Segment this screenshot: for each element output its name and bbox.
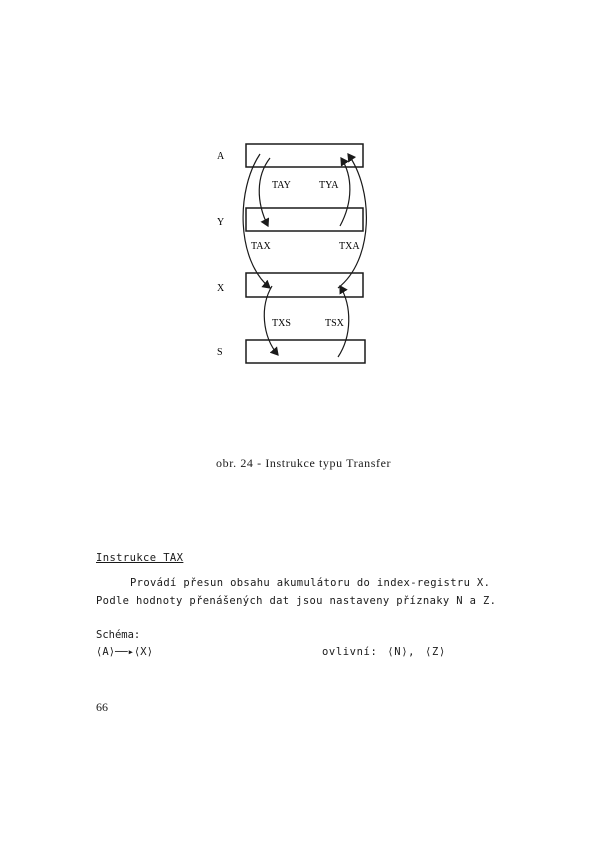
arrow-tay	[259, 158, 270, 226]
page-number: 66	[96, 700, 108, 714]
register-label-x: X	[217, 283, 225, 294]
schema-label: Schéma:	[96, 629, 141, 641]
affected-flags	[322, 646, 446, 658]
figure-caption: obr. 24 - Instrukce typu Transfer	[216, 456, 392, 470]
register-box-a	[246, 144, 363, 167]
schema-source: ⟨A⟩	[96, 646, 115, 658]
affects-label: ovlivní:	[322, 646, 378, 658]
transfer-label-tsx: TSX	[325, 318, 344, 329]
transfer-label-txs: TXS	[272, 318, 291, 329]
register-box-x	[246, 273, 363, 297]
register-box-s	[246, 340, 365, 363]
transfer-label-tax: TAX	[251, 241, 271, 252]
schema-target: ⟨X⟩	[133, 646, 153, 658]
transfer-label-txa: TXA	[339, 241, 360, 252]
arrow-tya	[340, 158, 350, 226]
transfer-label-tya: TYA	[319, 180, 339, 191]
schema-expression	[96, 646, 153, 658]
paragraph-line-1: Provádí přesun obsahu akumulátoru do index-registru X.	[130, 577, 491, 589]
transfer-label-tay: TAY	[272, 180, 291, 191]
register-label-a: A	[217, 151, 225, 162]
section-title: Instrukce TAX	[96, 552, 184, 564]
flag-z: ⟨Z⟩	[425, 646, 446, 658]
transfer-diagram	[200, 130, 390, 370]
paragraph-line-2: Podle hodnoty přenášených dat jsou nastaveny příznaky N a Z.	[96, 595, 497, 607]
schema-arrow: ──▸	[114, 646, 134, 658]
flag-n: ⟨N⟩,	[387, 646, 416, 658]
register-box-y	[246, 208, 363, 231]
register-label-s: S	[217, 347, 223, 358]
register-label-y: Y	[217, 217, 225, 228]
